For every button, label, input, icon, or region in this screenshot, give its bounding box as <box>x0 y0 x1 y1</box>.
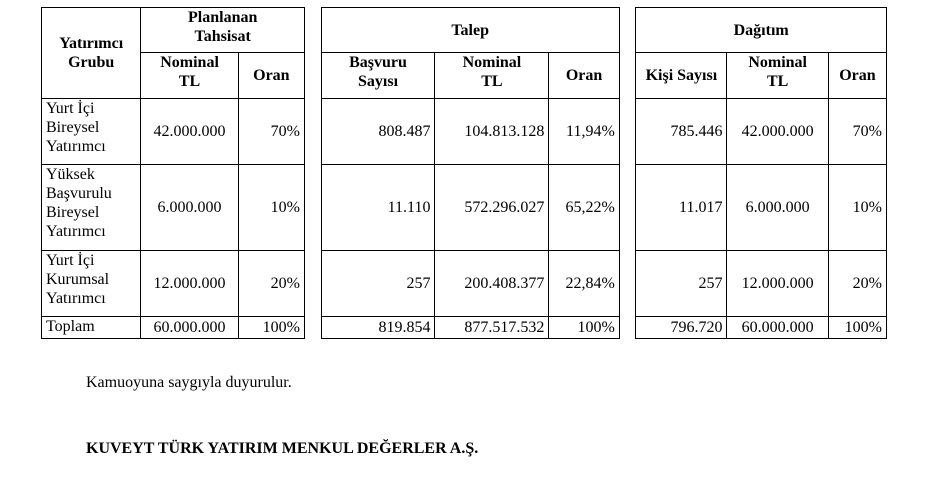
table-row-total <box>42 317 887 339</box>
demand-ratio-cell: 100% <box>549 317 619 339</box>
allocation-table <box>41 7 887 339</box>
header-planned-allocation: Planlanan Tahsisat <box>141 8 305 53</box>
demand-nominal-cell: 572.296.027 <box>435 165 549 251</box>
demand-count-cell: 808.487 <box>321 99 435 165</box>
header-planned-nominal: Nominal TL <box>141 53 238 99</box>
planned-ratio-cell: 10% <box>238 165 304 251</box>
demand-count-cell: 257 <box>321 251 435 317</box>
header-row-2 <box>42 53 887 99</box>
header-allocation: Dağıtım <box>636 8 887 53</box>
header-investor-group: Yatırımcı Grubu <box>42 8 141 99</box>
demand-count-cell: 819.854 <box>321 317 435 339</box>
alloc-count-cell: 257 <box>636 251 727 317</box>
header-demand-nominal: Nominal TL <box>435 53 549 99</box>
planned-nominal-cell: 12.000.000 <box>141 251 238 317</box>
row-group: Yüksek Başvurulu Bireysel Yatırımcı <box>42 165 141 251</box>
planned-nominal-cell: 42.000.000 <box>141 99 238 165</box>
demand-ratio-cell: 11,94% <box>549 99 619 165</box>
alloc-ratio-cell: 100% <box>828 317 886 339</box>
company-signature: KUVEYT TÜRK YATIRIM MENKUL DEĞERLER A.Ş. <box>86 440 479 457</box>
alloc-nominal-cell: 60.000.000 <box>727 317 828 339</box>
table-row <box>42 251 887 317</box>
demand-nominal-cell: 104.813.128 <box>435 99 549 165</box>
planned-ratio-cell: 100% <box>238 317 304 339</box>
header-demand-count: Başvuru Sayısı <box>321 53 435 99</box>
table-row <box>42 99 887 165</box>
alloc-ratio-cell: 70% <box>828 99 886 165</box>
header-demand-ratio: Oran <box>549 53 619 99</box>
alloc-nominal-cell: 42.000.000 <box>727 99 828 165</box>
row-group: Yurt İçi Kurumsal Yatırımcı <box>42 251 141 317</box>
alloc-nominal-cell: 12.000.000 <box>727 251 828 317</box>
demand-ratio-cell: 22,84% <box>549 251 619 317</box>
alloc-nominal-cell: 6.000.000 <box>727 165 828 251</box>
demand-nominal-cell: 200.408.377 <box>435 251 549 317</box>
planned-nominal-cell: 6.000.000 <box>141 165 238 251</box>
table-row <box>42 165 887 251</box>
demand-nominal-cell: 877.517.532 <box>435 317 549 339</box>
planned-ratio-cell: 20% <box>238 251 304 317</box>
row-group: Yurt İçi Bireysel Yatırımcı <box>42 99 141 165</box>
planned-ratio-cell: 70% <box>238 99 304 165</box>
demand-ratio-cell: 65,22% <box>549 165 619 251</box>
row-group: Toplam <box>42 317 141 339</box>
closing-note: Kamuoyuna saygıyla duyurulur. <box>86 374 292 391</box>
alloc-ratio-cell: 20% <box>828 251 886 317</box>
header-planned-ratio: Oran <box>238 53 304 99</box>
header-demand: Talep <box>321 8 619 53</box>
planned-nominal-cell: 60.000.000 <box>141 317 238 339</box>
header-row-1 <box>42 8 887 53</box>
alloc-count-cell: 796.720 <box>636 317 727 339</box>
column-gap <box>305 8 322 339</box>
header-alloc-ratio: Oran <box>828 53 886 99</box>
alloc-ratio-cell: 10% <box>828 165 886 251</box>
alloc-count-cell: 11.017 <box>636 165 727 251</box>
header-alloc-count: Kişi Sayısı <box>636 53 727 99</box>
header-alloc-nominal: Nominal TL <box>727 53 828 99</box>
column-gap <box>619 8 636 339</box>
alloc-count-cell: 785.446 <box>636 99 727 165</box>
demand-count-cell: 11.110 <box>321 165 435 251</box>
